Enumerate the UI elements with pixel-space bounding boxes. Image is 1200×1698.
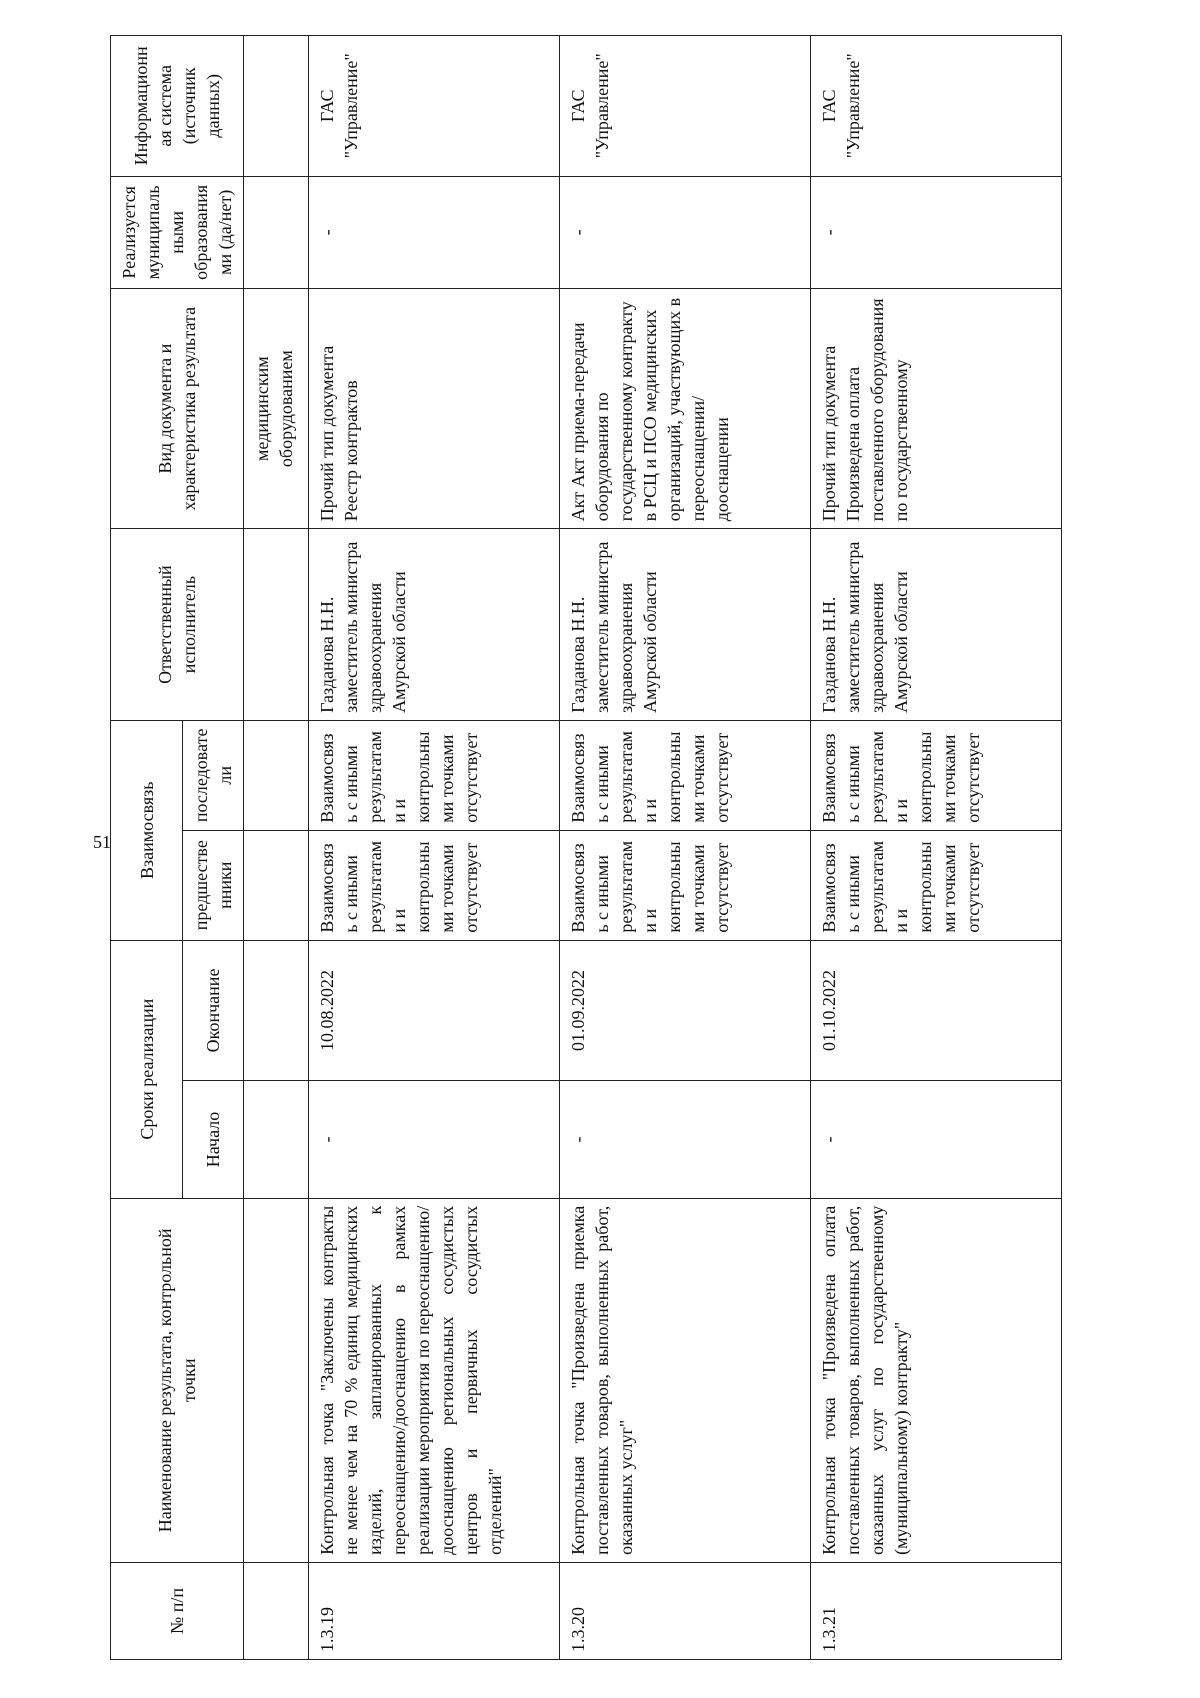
table-row <box>309 36 560 1660</box>
table-row <box>560 36 811 1660</box>
row-end: 01.09.2022 <box>560 940 811 1081</box>
row-predecessors: Взаимосвязь с иными результатами и контрольными точками отсутствует <box>309 830 560 940</box>
row-infosys: ГАС "Управление" <box>309 36 560 177</box>
row-infosys: ГАС "Управление" <box>560 36 811 177</box>
row-successors: Взаимосвязь с иными результатами и контрольными точками отсутствует <box>560 720 811 830</box>
header-infosys: Информационная система (источник данных) <box>111 36 244 177</box>
continuation-row <box>244 36 309 1660</box>
header-dates: Сроки реализации <box>111 940 183 1198</box>
header-responsible: Ответственный исполнитель <box>111 529 244 721</box>
row-municipal: - <box>309 176 560 288</box>
row-predecessors-text: Взаимосвязь с иными результатами и контрольными точками отсутствует <box>819 840 983 933</box>
page-number: 51 <box>93 832 111 852</box>
row-number: 1.3.21 <box>811 1562 1062 1659</box>
table-row <box>811 36 1062 1660</box>
control-points-table <box>110 35 1062 1660</box>
header-successors: последователи <box>183 720 244 830</box>
header-document: Вид документа и характеристика результата <box>111 289 244 529</box>
header-link: Взаимосвязь <box>111 720 183 940</box>
row-start: - <box>560 1081 811 1199</box>
row-municipal: - <box>560 176 811 288</box>
row-document: Прочий тип документа Произведена оплата поставленного оборудования по государственному <box>811 289 1062 529</box>
row-name: Контрольная точка "Заключены контракты не менее чем на 70 % единиц медицинских изделий, запланированных к переоснащению/дооснащению в рамках реализации мероприятия по переоснащению/дооснащению региональных сосудистых центров и первичных сосудистых отделений" <box>309 1198 560 1562</box>
row-successors: Взаимосвязь с иными результатами и контрольными точками отсутствует <box>309 720 560 830</box>
row-name: Контрольная точка "Произведена приемка поставленных товаров, выполненных работ, оказанных услуг" <box>560 1198 811 1562</box>
header-name: Наименование результата, контрольной точки <box>111 1198 244 1562</box>
row-number: 1.3.19 <box>309 1562 560 1659</box>
row-responsible: Газданова Н.Н. заместитель министра здравоохранения Амурской области <box>309 529 560 721</box>
header-predecessors: предшественники <box>183 830 244 940</box>
row-end: 10.08.2022 <box>309 940 560 1081</box>
row-end: 01.10.2022 <box>811 940 1062 1081</box>
header-start: Начало <box>183 1081 244 1199</box>
row-successors-text: Взаимосвязь с иными результатами и контрольными точками отсутствует <box>819 731 983 823</box>
row-responsible-text: Газданова Н.Н. заместитель министра здравоохранения Амурской области <box>819 541 911 713</box>
row-successors <box>811 720 1062 830</box>
row-responsible: Газданова Н.Н. заместитель министра здравоохранения Амурской области <box>560 529 811 721</box>
row-start: - <box>811 1081 1062 1199</box>
row-infosys: ГАС "Управление" <box>811 36 1062 177</box>
row-responsible <box>811 529 1062 721</box>
row-name: Контрольная точка "Произведена оплата поставленных товаров, выполненных работ, оказанных услуг по государственному (муниципальному) контракту" <box>811 1198 1062 1562</box>
document-sheet <box>110 35 1150 1660</box>
row-municipal: - <box>811 176 1062 288</box>
row-predecessors <box>811 830 1062 940</box>
header-row <box>111 36 183 1660</box>
row-document: Прочий тип документа Реестр контрактов <box>309 289 560 529</box>
row-number: 1.3.20 <box>560 1562 811 1659</box>
row-document: Акт Акт приема-передачи оборудования по государственному контракту в РСЦ и ПСО медицинских организаций, участвующих в переоснащении/дооснащении <box>560 289 811 529</box>
row-start: - <box>309 1081 560 1199</box>
header-num: № п/п <box>111 1562 244 1659</box>
header-end: Окончание <box>183 940 244 1081</box>
header-municipal: Реализуется муниципальными образованиями (да/нет) <box>111 176 244 288</box>
continuation-document: медицинским оборудованием <box>244 289 309 529</box>
row-predecessors: Взаимосвязь с иными результатами и контрольными точками отсутствует <box>560 830 811 940</box>
